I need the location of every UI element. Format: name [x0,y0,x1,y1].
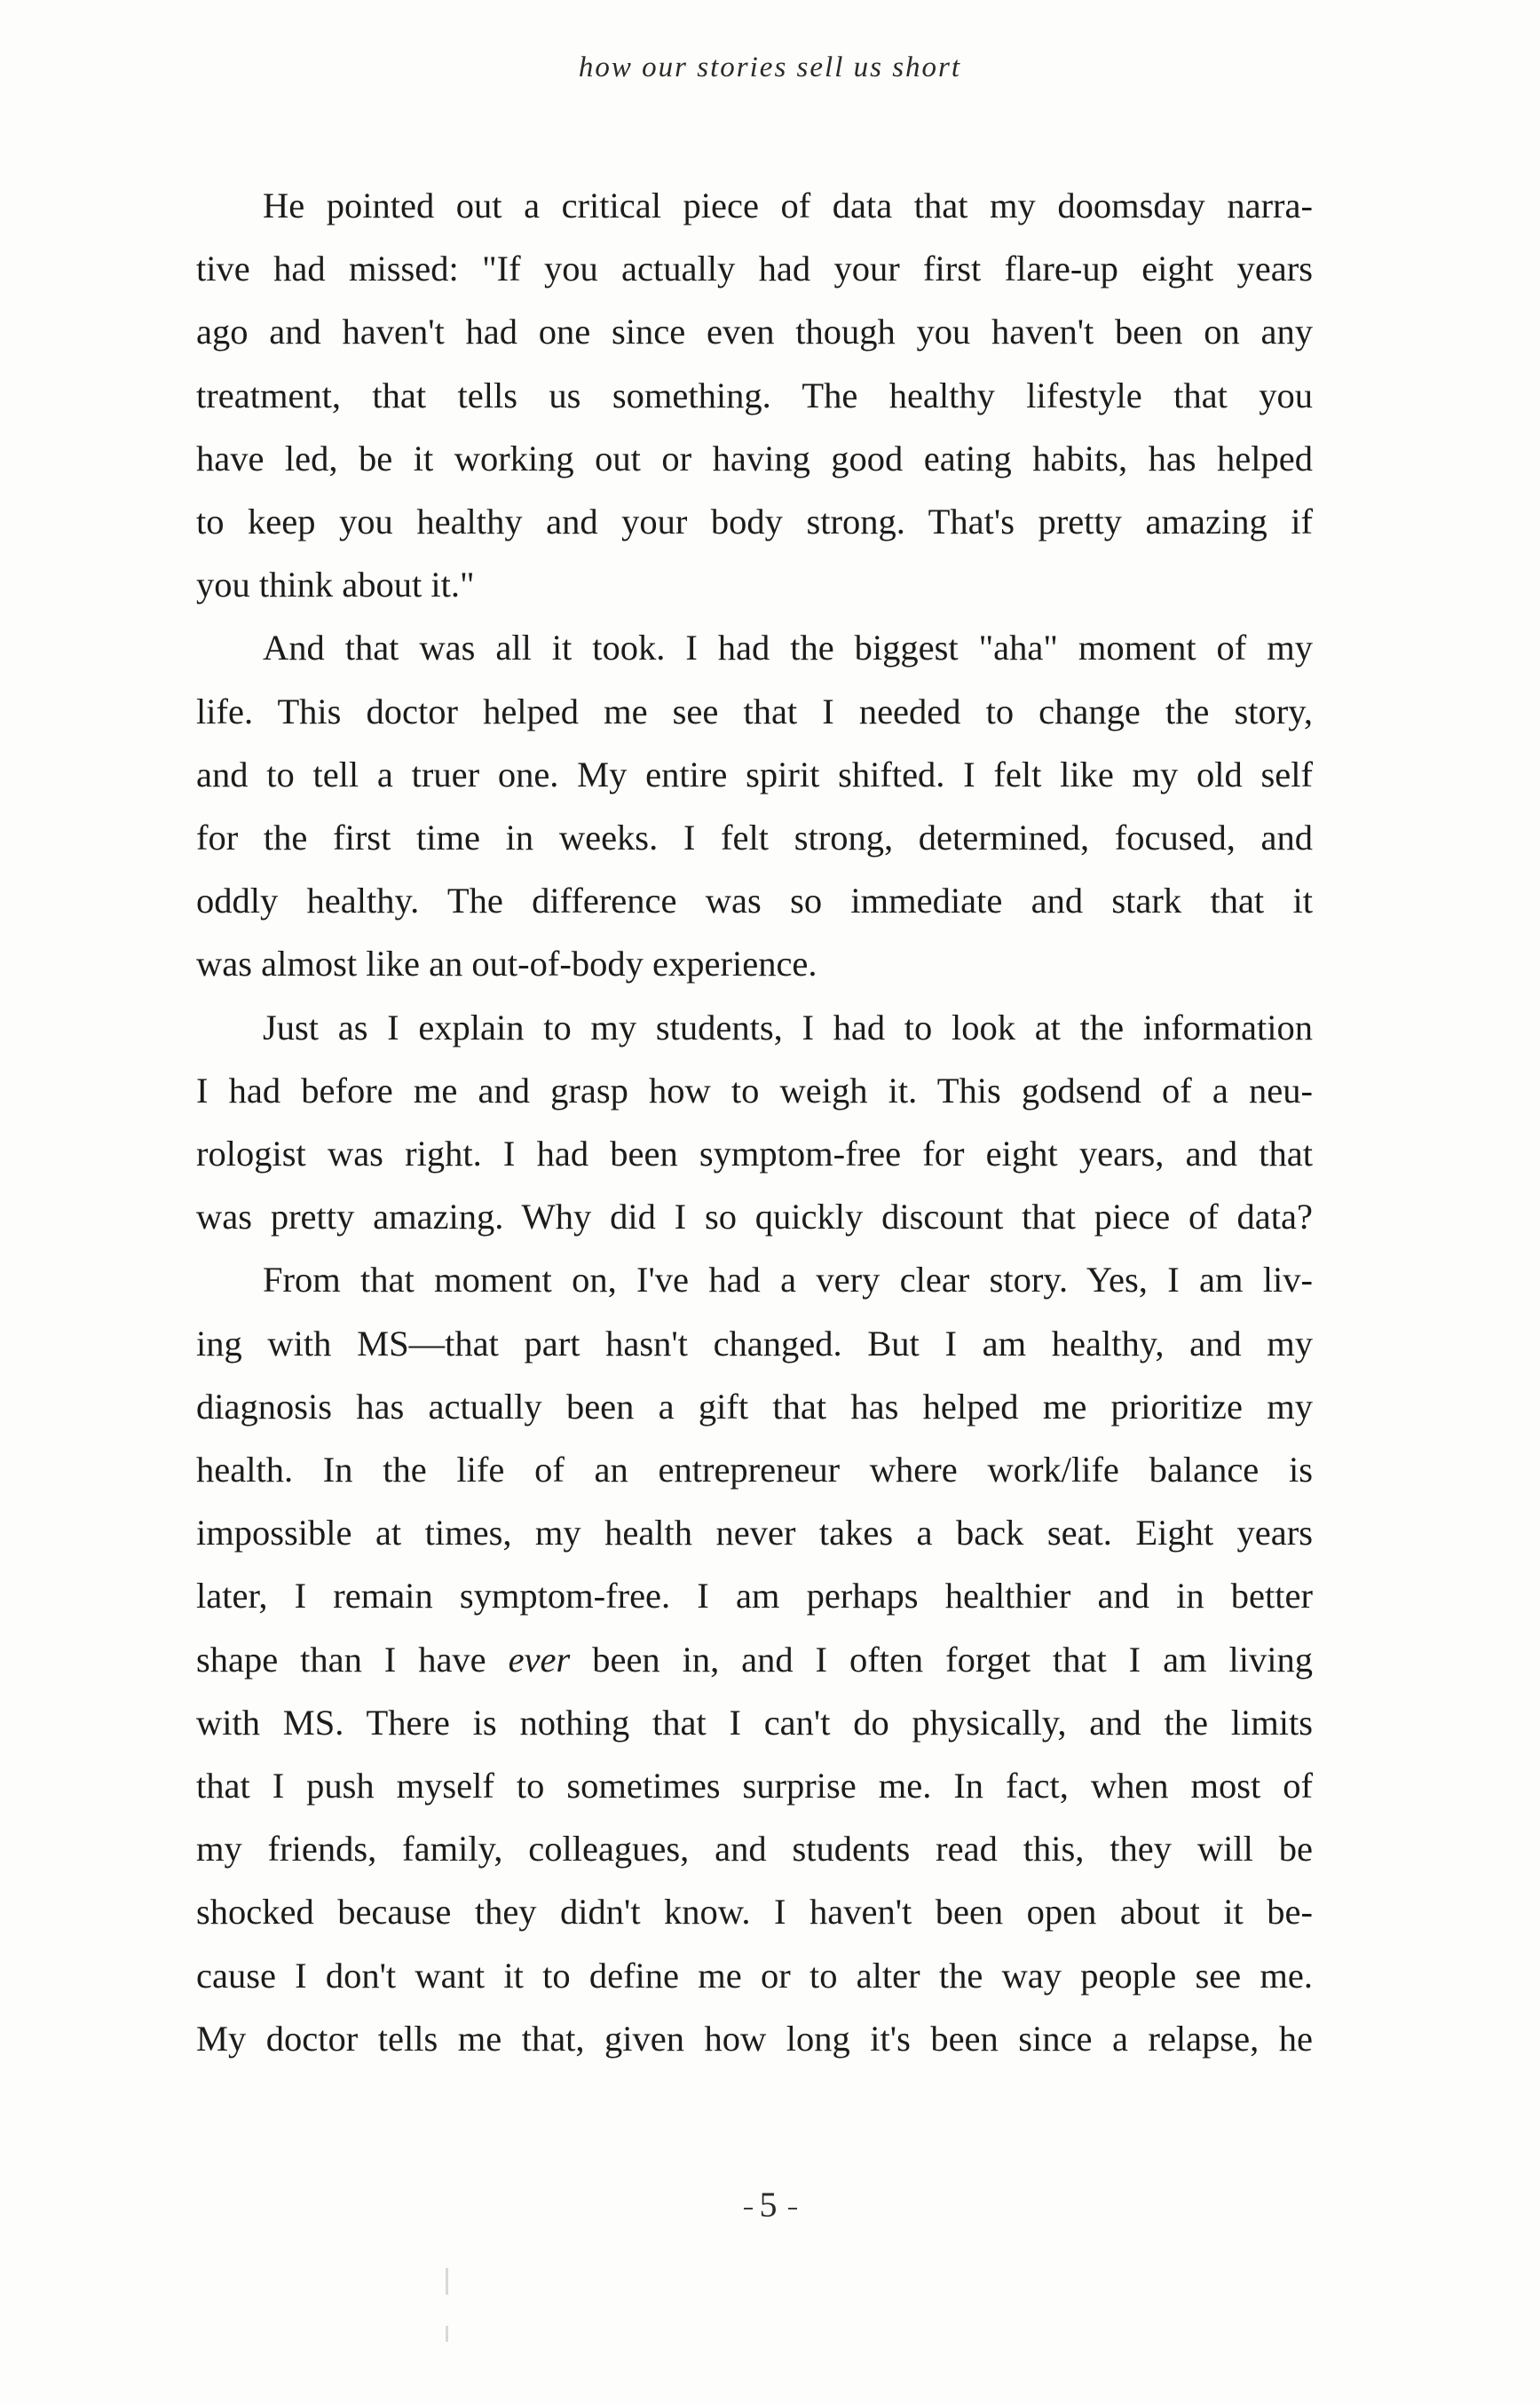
text-line: impossible at times, my health never takes a back seat. Eight years [196,1513,1313,1553]
text-line: diagnosis has actually been a gift that has helped me prioritize my [196,1386,1313,1427]
text-line: health. In the life of an entrepreneur where work/life balance is [196,1450,1313,1490]
text-line: tive had missed: "If you actually had your first flare-up eight years [196,249,1313,289]
text-line: ing with MS—that part hasn't changed. But I am healthy, and my [196,1323,1313,1364]
text-line: rologist was right. I had been symptom-free for eight years, and that [196,1134,1313,1174]
dash-ornament [744,2208,753,2209]
text-line: I had before me and grasp how to weigh it. This godsend of a neu- [196,1070,1313,1111]
text-segment: shape than I have [196,1639,509,1680]
text-line: that I push myself to sometimes surprise me. In fact, when most of [196,1766,1313,1806]
text-line: cause I don't want it to define me or to alter the way people see me. [196,1955,1313,1996]
text-segment: been in, and I often forget that I am living [570,1639,1313,1680]
text-line: have led, be it working out or having good eating habits, has helped [196,438,1313,478]
paragraph-2 [196,616,1313,995]
body-text [196,174,1313,2070]
text-line: and to tell a truer one. My entire spirit shifted. I felt like my old self [196,754,1313,794]
text-line: My doctor tells me that, given how long it's been since a relapse, he [196,2018,1313,2059]
text-line-with-emphasis [196,1628,1313,1691]
text-line: to keep you healthy and your body strong. That's pretty amazing if [196,502,1313,542]
text-line: Just as I explain to my students, I had to look at the information [263,1007,1313,1047]
text-line: you think about it." [196,565,475,605]
text-line: my friends, family, colleagues, and students read this, they will be [196,1829,1313,1869]
text-line: life. This doctor helped me see that I needed to change the story, [196,691,1313,731]
text-line: oddly healthy. The difference was so immediate and stark that it [196,881,1313,921]
scan-margin-mark [446,2268,448,2295]
text-line: And that was all it took. I had the biggest "aha" moment of my [263,628,1313,668]
paragraph-3 [196,996,1313,1249]
page-number [0,2184,1540,2225]
text-line: later, I remain symptom-free. I am perhaps healthier and in better [196,1576,1313,1616]
text-line: was almost like an out-of-body experience. [196,944,817,984]
text-line: From that moment on, I've had a very clear story. Yes, I am liv- [263,1260,1313,1300]
text-line: for the first time in weeks. I felt strong, determined, focused, and [196,818,1313,858]
text-line: ago and haven't had one since even though you haven't been on any [196,312,1313,352]
text-line: shocked because they didn't know. I haven't been open about it be- [196,1892,1313,1933]
text-line: with MS. There is nothing that I can't do physically, and the limits [196,1702,1313,1743]
text-line: He pointed out a critical piece of data that my doomsday narra- [263,186,1313,225]
text-line: was pretty amazing. Why did I so quickly discount that piece of data? [196,1197,1313,1237]
page-number-value: 5 [759,2185,781,2225]
text-line: treatment, that tells us something. The healthy lifestyle that you [196,375,1313,415]
paragraph-4 [196,1248,1313,2070]
scan-margin-mark [446,2326,448,2342]
paragraph-1 [196,174,1313,616]
running-header: how our stories sell us short [578,51,962,83]
dash-ornament [788,2208,797,2209]
emphasized-word: ever [508,1639,571,1680]
